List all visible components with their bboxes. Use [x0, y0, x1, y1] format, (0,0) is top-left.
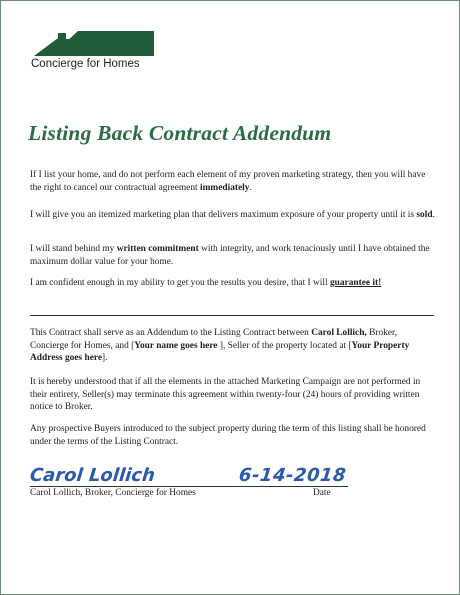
emphasis-written-commitment: written commitment — [116, 244, 199, 254]
contract-clause-addendum: This Contract shall serve as an Addendum to the Listing Contract between Carol Lollich, Broker, Concierge for Homes, and [Your name goes here ], Seller of the property located at [Your Property Address goes here]. — [30, 328, 410, 363]
emphasis-sold: sold — [416, 210, 433, 220]
property-address-placeholder: Your Property Address goes here — [30, 340, 410, 363]
intro-paragraph-commitment: I will stand behind my written commitment with integrity, and work tenaciously until I have obtained the maximum dollar value for your home. — [30, 244, 430, 267]
intro-paragraph-marketing-plan: I will give you an itemized marketing plan that delivers maximum exposure of your property until it is sold. — [30, 210, 435, 220]
company-name: Concierge for Homes — [31, 58, 140, 70]
intro-paragraph-guarantee: I am confident enough in my ability to get you the results you desire, that I will guarantee it! — [30, 278, 382, 288]
section-divider — [30, 315, 434, 316]
seller-name-placeholder: Your name goes here — [134, 340, 218, 351]
emphasis-guarantee: guarantee it! — [329, 278, 382, 288]
document-title: Listing Back Contract Addendum — [28, 121, 332, 145]
house-roof-icon — [30, 29, 156, 57]
broker-name: Carol Lollich, — [311, 328, 367, 338]
date-caption: Date — [313, 488, 331, 498]
handwritten-signature: Carol Lollich — [28, 465, 156, 486]
company-logo — [27, 29, 157, 75]
handwritten-date: 6-14-2018 — [237, 465, 348, 486]
contract-clause-buyers: Any prospective Buyers introduced to the subject property during the term of this listing shall be honored under the terms of the Listing Contract. — [30, 424, 426, 447]
contract-clause-termination: It is hereby understood that if all the elements in the attached Marketing Campaign are not performed in their entirety, Seller(s) may terminate this agreement within twenty-four (24) hours of providing written notice to Broker. — [30, 377, 421, 412]
intro-paragraph-cancel: If I list your home, and do not perform each element of my proven marketing strategy, then you will have the right to cancel our contractual agreement immediately. — [30, 170, 426, 193]
emphasis-immediately: immediately — [199, 182, 250, 193]
signature-caption: Carol Lollich, Broker, Concierge for Homes — [30, 488, 196, 498]
